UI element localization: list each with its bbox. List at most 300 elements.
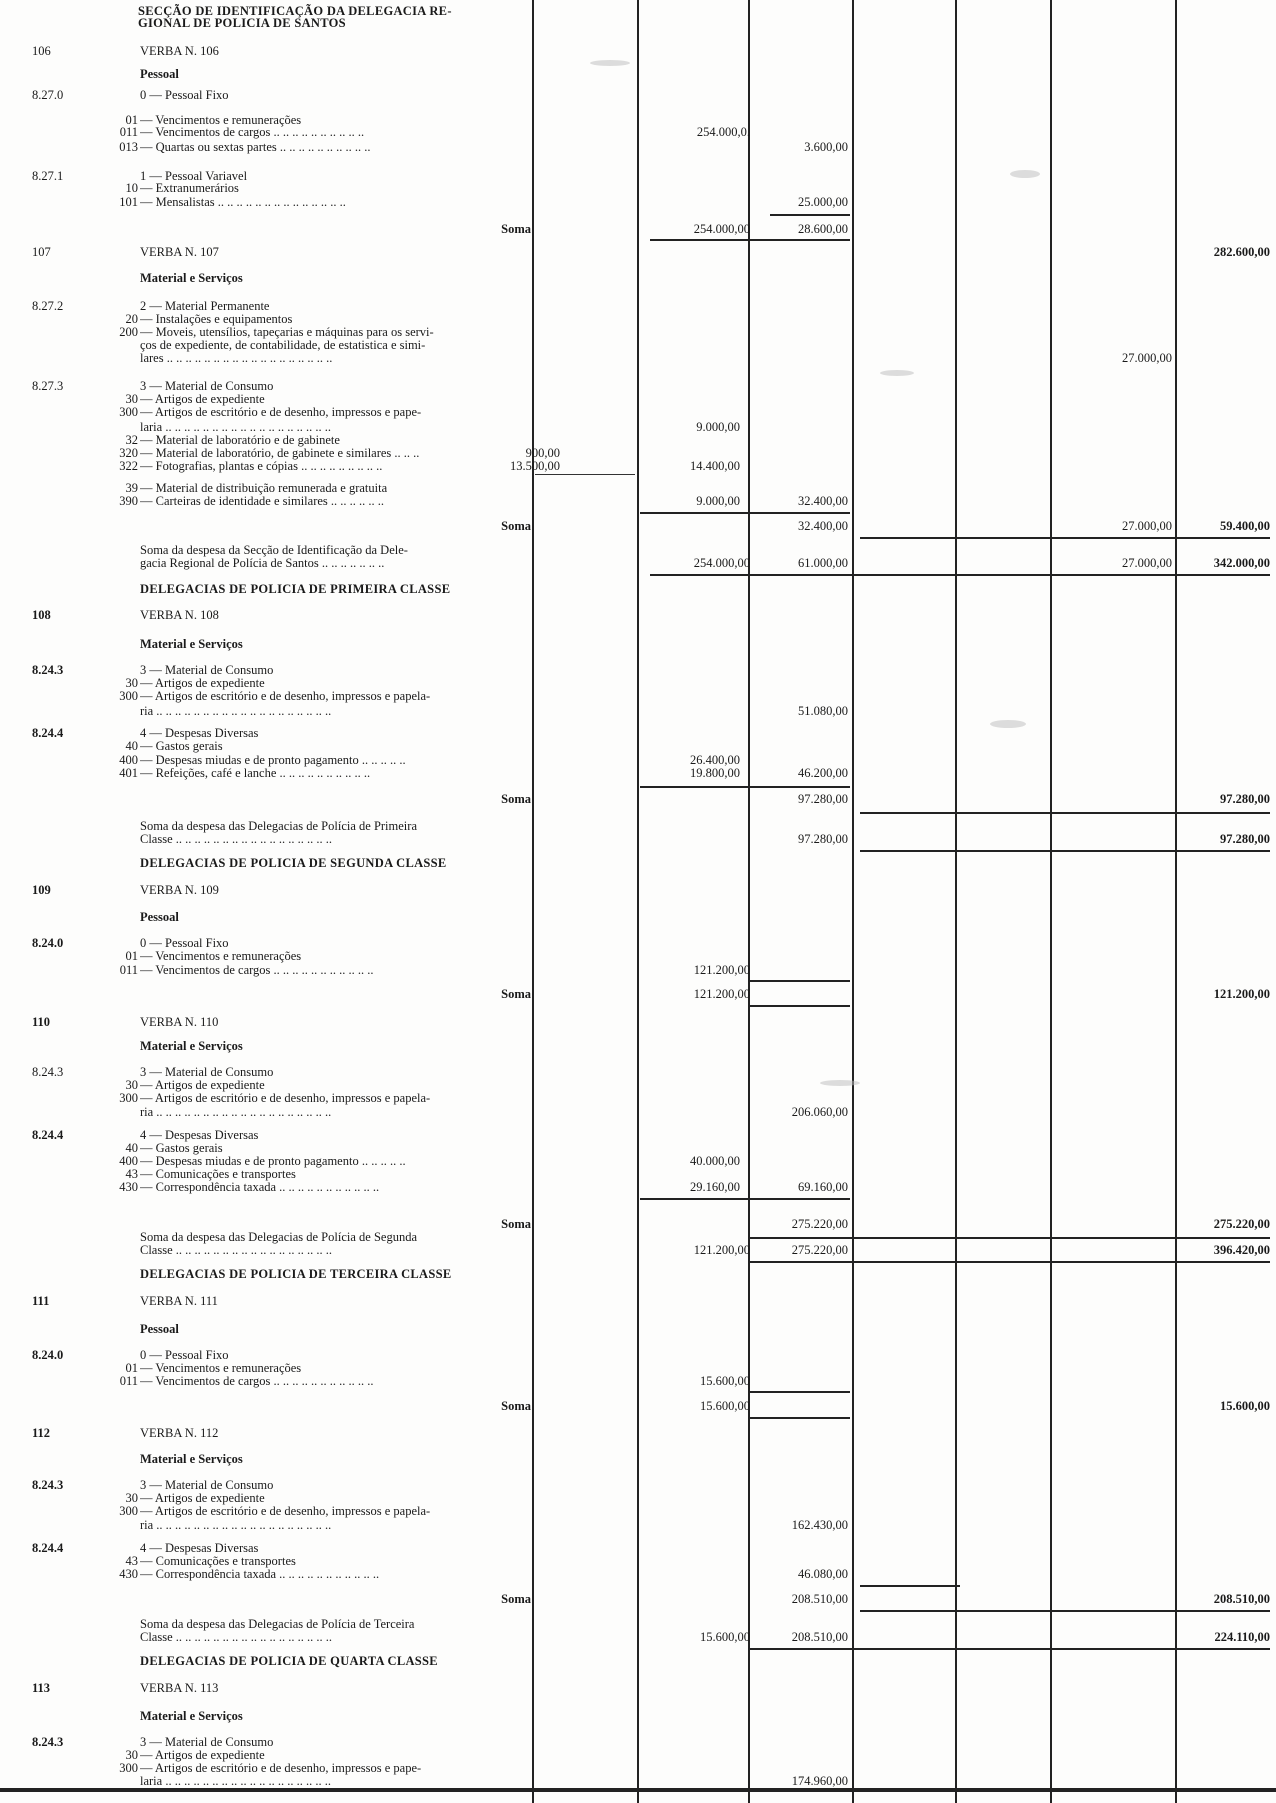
item-row [0,326,1276,339]
soma-row [0,1218,1276,1231]
soma-label: Soma [501,222,531,236]
item-desc: — Extranumerários [140,182,239,195]
column-rule [1050,0,1052,1803]
soma-row [0,1593,1276,1606]
verba-row [0,609,1276,622]
value-cell: 275.220,00 [791,1243,848,1257]
verba-number: 109 [32,883,51,897]
item-desc: 3 — Material de Consumo [140,380,274,393]
item-desc: — Vencimentos de cargos .. .. .. .. .. .. .. .. .. .. .. [140,964,374,977]
item-subcode: 39 [125,481,138,495]
item-code: 8.24.0 [32,1348,64,1362]
verba-row [0,246,1276,259]
item-row [0,950,1276,963]
item-desc: ria .. .. .. .. .. .. .. .. .. .. .. .. .. .. .. .. .. .. .. [140,1519,332,1532]
item-row [0,1079,1276,1092]
item-row [0,406,1276,419]
item-desc: 3 — Material de Consumo [140,1066,274,1079]
soma-label: Soma [501,792,531,806]
item-desc: ria .. .. .. .. .. .. .. .. .. .. .. .. .. .. .. .. .. .. .. [140,1106,332,1119]
item-row [0,1749,1276,1762]
item-row [0,1542,1276,1555]
value-cell: 26.400,00 [690,753,740,767]
item-subcode: 01 [125,1361,138,1375]
scan-noise [880,370,914,376]
column-rule [1175,0,1177,1803]
item-desc: — Artigos de expediente [140,1079,265,1092]
item-subcode: 32 [125,433,138,447]
value-cell: 121.200,00 [1213,987,1270,1001]
item-desc: — Fotografias, plantas e cópias .. .. .. .. .. .. .. .. .. [140,460,383,473]
scan-noise [1010,170,1040,178]
item-subcode: 30 [125,1078,138,1092]
class-heading [0,1655,1276,1668]
value-cell: 69.160,00 [798,1180,848,1194]
item-subcode: 390 [119,494,138,508]
class-title: DELEGACIAS DE POLICIA DE SEGUNDA CLASSE [140,856,447,870]
item-subcode: 011 [119,1374,138,1388]
value-cell: 121.200,00 [693,987,750,1001]
item-desc: — Comunicações e transportes [140,1555,296,1568]
summary-desc: Soma da despesa das Delegacias de Polícia de Segunda [140,1231,417,1244]
class-heading [0,583,1276,596]
sum-rule [750,1391,850,1393]
verba-number: 107 [32,245,51,259]
item-row [0,1375,1276,1388]
value-cell: 162.430,00 [791,1518,848,1532]
value-cell: 14.400,00 [690,459,740,473]
class-heading [0,857,1276,870]
verba-number: 106 [32,44,51,58]
verba-row [0,45,1276,58]
item-row [0,1168,1276,1181]
summary-row [0,557,1276,570]
item-subcode: 10 [125,181,138,195]
item-row [0,1349,1276,1362]
group-row [0,1710,1276,1723]
item-desc: — Vencimentos e remunerações [140,114,302,127]
item-row [0,677,1276,690]
section-title-line1: SECÇÃO DE IDENTIFICAÇÃO DA DELEGACIA RE- [138,4,452,18]
item-subcode: 322 [119,459,138,473]
sum-rule [640,786,850,788]
item-code: 8.24.4 [32,726,64,740]
item-subcode: 43 [125,1554,138,1568]
item-row [0,313,1276,326]
value-cell: 59.400,00 [1220,519,1270,533]
value-cell: 208.510,00 [1213,1592,1270,1606]
value-cell: 15.600,00 [700,1374,750,1388]
item-desc: — Artigos de expediente [140,393,265,406]
sum-rule [860,1610,1270,1612]
item-desc: 3 — Material de Consumo [140,1479,274,1492]
verba-number: 113 [32,1681,51,1695]
item-subcode: 300 [119,1504,138,1518]
item-desc: — Material de laboratório, de gabinete e similares .. .. .. [140,447,420,460]
item-desc: — Quartas ou sextas partes .. .. .. .. .. .. .. .. .. .. [140,141,371,154]
summary-desc: Soma da despesa das Delegacias de Polícia de Terceira [140,1618,415,1631]
value-cell: 15.600,00 [700,1399,750,1413]
column-rule [532,0,534,1803]
summary-row [0,1618,1276,1631]
value-cell: 121.200,00 [693,963,750,977]
item-row [0,690,1276,703]
item-row [0,705,1276,718]
item-desc: 0 — Pessoal Fixo [140,89,229,102]
soma-label: Soma [501,519,531,533]
verba-number: 112 [32,1426,51,1440]
value-cell: 25.000,00 [798,195,848,209]
item-subcode: 430 [119,1567,138,1581]
item-subcode: 30 [125,392,138,406]
group-row [0,638,1276,651]
item-row [0,300,1276,313]
value-cell: 3.600,00 [804,140,848,154]
value-cell: 19.800,00 [690,766,740,780]
group-row [0,911,1276,924]
item-row [0,495,1276,508]
value-cell: 46.080,00 [798,1567,848,1581]
item-row [0,196,1276,209]
item-subcode: 300 [119,689,138,703]
item-desc: — Material de distribuição remunerada e gratuita [140,482,388,495]
soma-row [0,1400,1276,1413]
item-row [0,182,1276,195]
scan-noise [590,60,630,66]
item-subcode: 01 [125,113,138,127]
value-cell: 27.000,00 [1122,351,1172,365]
item-desc: ços de expediente, de contabilidade, de estatistica e simi- [140,339,426,352]
value-cell: 254.000,00 [693,222,750,236]
bottom-rule [0,1788,1276,1792]
item-subcode: 300 [119,405,138,419]
verba-label: VERBA N. 112 [140,1427,219,1440]
value-cell: 206.060,00 [791,1105,848,1119]
value-cell: 254.000,0. [696,125,750,139]
value-cell: 9.000,00 [696,420,740,434]
sum-rule [860,812,1270,814]
item-code: 8.27.1 [32,169,64,183]
item-desc: 4 — Despesas Diversas [140,1542,259,1555]
class-title: DELEGACIAS DE POLICIA DE TERCEIRA CLASSE [140,1267,452,1281]
value-cell: 51.080,00 [798,704,848,718]
item-desc: — Material de laboratório e de gabinete [140,434,340,447]
group-label: Material e Serviços [140,1709,243,1723]
verba-label: VERBA N. 107 [140,246,219,259]
class-title: DELEGACIAS DE POLICIA DE QUARTA CLASSE [140,1654,438,1668]
item-row [0,421,1276,434]
item-desc: — Artigos de expediente [140,1749,265,1762]
class-title: DELEGACIAS DE POLICIA DE PRIMEIRA CLASSE [140,582,451,596]
item-row [0,352,1276,365]
item-desc: — Artigos de escritório e de desenho, impressos e papela- [140,1092,431,1105]
item-row [0,664,1276,677]
item-row [0,1362,1276,1375]
item-row [0,740,1276,753]
sum-rule [750,1237,1270,1239]
soma-row [0,223,1276,236]
value-cell: 208.510,00 [791,1630,848,1644]
item-subcode: 43 [125,1167,138,1181]
item-code: 8.27.3 [32,379,64,393]
sum-rule [770,214,850,216]
item-desc: laria .. .. .. .. .. .. .. .. .. .. .. .. .. .. .. .. .. .. [140,1775,331,1788]
item-subcode: 300 [119,1091,138,1105]
item-code: 8.27.0 [32,88,64,102]
verba-number: 111 [32,1294,50,1308]
item-subcode: 40 [125,1141,138,1155]
item-desc: — Refeições, café e lanche .. .. .. .. .. .. .. .. .. .. [140,767,371,780]
item-subcode: 300 [119,1761,138,1775]
item-row [0,1142,1276,1155]
item-row [0,754,1276,767]
soma-label: Soma [501,1217,531,1231]
item-row [0,1479,1276,1492]
item-desc: — Comunicações e transportes [140,1168,296,1181]
summary-desc: Classe .. .. .. .. .. .. .. .. .. .. .. .. .. .. .. .. .. [140,833,333,846]
item-row [0,1092,1276,1105]
summary-desc: Soma da despesa das Delegacias de Polícia de Primeira [140,820,417,833]
sum-rule [750,1648,1270,1650]
sum-rule [650,239,850,241]
verba-row [0,1682,1276,1695]
item-row [0,126,1276,139]
section-title-line2: GIONAL DE POLICIA DE SANTOS [138,16,346,30]
item-desc: — Artigos de escritório e de desenho, impressos e pape- [140,1762,422,1775]
item-desc: 0 — Pessoal Fixo [140,1349,229,1362]
value-cell: 121.200,00 [693,1243,750,1257]
scan-noise [820,1080,860,1086]
verba-number: 110 [32,1015,51,1029]
soma-row [0,988,1276,1001]
item-subcode: 430 [119,1180,138,1194]
soma-row [0,793,1276,806]
summary-desc: Classe .. .. .. .. .. .. .. .. .. .. .. .. .. .. .. .. .. [140,1244,333,1257]
item-row [0,937,1276,950]
item-desc: 2 — Material Permanente [140,300,270,313]
item-subcode: 30 [125,1491,138,1505]
item-desc: laria .. .. .. .. .. .. .. .. .. .. .. .. .. .. .. .. .. .. [140,421,331,434]
item-row [0,1519,1276,1532]
group-row [0,1323,1276,1336]
verba-row [0,1295,1276,1308]
verba-row [0,884,1276,897]
soma-label: Soma [501,1592,531,1606]
soma-label: Soma [501,1399,531,1413]
item-row [0,1155,1276,1168]
item-desc: — Artigos de expediente [140,1492,265,1505]
item-desc: 4 — Despesas Diversas [140,1129,259,1142]
group-label: Material e Serviços [140,1039,243,1053]
sum-rule [650,574,1270,576]
item-desc: 3 — Material de Consumo [140,1736,274,1749]
summary-row [0,544,1276,557]
item-row [0,460,1276,473]
sum-rule [750,1417,850,1419]
column-rule [748,0,750,1803]
value-cell: 97.280,00 [1220,832,1270,846]
value-cell: 224.110,00 [1214,1630,1270,1644]
verba-row [0,1427,1276,1440]
item-subcode: 30 [125,1748,138,1762]
column-rule [955,0,957,1803]
item-desc: — Gastos gerais [140,740,223,753]
group-row [0,1040,1276,1053]
value-cell: 282.600,00 [1213,245,1270,259]
item-subcode: 400 [119,753,138,767]
sum-rule [750,980,850,982]
item-row [0,482,1276,495]
item-desc: — Moveis, utensílios, tapeçarias e máquinas para os servi- [140,326,434,339]
column-rule [852,0,854,1803]
value-cell: 97.280,00 [798,832,848,846]
value-cell: 342.000,00 [1213,556,1270,570]
value-cell: 40.000,00 [690,1154,740,1168]
item-desc: — Vencimentos e remunerações [140,950,302,963]
item-row [0,1066,1276,1079]
item-row [0,380,1276,393]
item-row [0,1568,1276,1581]
summary-row [0,820,1276,833]
item-subcode: 200 [119,325,138,339]
item-row [0,1181,1276,1194]
group-label: Pessoal [140,1322,179,1336]
verba-label: VERBA N. 108 [140,609,219,622]
value-cell: 275.220,00 [791,1217,848,1231]
summary-row [0,833,1276,846]
item-desc: — Mensalistas .. .. .. .. .. .. .. .. .. .. .. .. .. .. [140,196,346,209]
soma-label: Soma [501,987,531,1001]
item-desc: — Correspondência taxada .. .. .. .. .. .. .. .. .. .. .. [140,1181,380,1194]
value-cell: 32.400,00 [798,519,848,533]
item-row [0,1505,1276,1518]
item-row [0,1762,1276,1775]
item-subcode: 30 [125,676,138,690]
group-row [0,68,1276,81]
item-row [0,1555,1276,1568]
item-desc: 0 — Pessoal Fixo [140,937,229,950]
value-cell: 61.000,00 [798,556,848,570]
sum-rule [640,512,850,514]
item-desc: lares .. .. .. .. .. .. .. .. .. .. .. .. .. .. .. .. .. .. [140,352,333,365]
item-row [0,393,1276,406]
summary-row [0,1244,1276,1257]
item-desc: — Vencimentos e remunerações [140,1362,302,1375]
item-code: 8.24.3 [32,1478,64,1492]
item-row [0,1492,1276,1505]
item-subcode: 011 [119,963,138,977]
verba-label: VERBA N. 106 [140,45,219,58]
item-row [0,767,1276,780]
value-cell: 27.000,00 [1122,556,1172,570]
item-desc: — Artigos de escritório e de desenho, impressos e papela- [140,1505,431,1518]
verba-number: 108 [32,608,51,622]
item-desc: 1 — Pessoal Variavel [140,170,248,183]
value-cell: 208.510,00 [791,1592,848,1606]
item-desc: — Vencimentos de cargos .. .. .. .. .. .. .. .. .. .. .. [140,1375,374,1388]
item-code: 8.24.4 [32,1541,64,1555]
group-label: Material e Serviços [140,271,243,285]
sum-rule [860,537,1270,539]
soma-row [0,520,1276,533]
value-cell: 254.000,00 [693,556,750,570]
sum-rule [640,1198,850,1200]
value-cell: 275.220,00 [1213,1217,1270,1231]
group-label: Pessoal [140,910,179,924]
item-row [0,1129,1276,1142]
item-subcode: 011 [119,125,138,139]
group-label: Material e Serviços [140,637,243,651]
item-row [0,339,1276,352]
value-cell: 32.400,00 [798,494,848,508]
sum-rule [860,850,1270,852]
scan-noise [990,720,1026,728]
group-row [0,272,1276,285]
value-cell: 15.600,00 [700,1630,750,1644]
item-subcode: 320 [119,446,138,460]
verba-label: VERBA N. 109 [140,884,219,897]
item-row [0,964,1276,977]
item-row [0,1736,1276,1749]
summary-desc: Classe .. .. .. .. .. .. .. .. .. .. .. .. .. .. .. .. .. [140,1631,333,1644]
summary-desc: Soma da despesa da Secção de Identificação da Dele- [140,544,408,557]
value-cell: 28.600,00 [798,222,848,236]
value-cell: 9.000,00 [696,494,740,508]
value-cell: 174.960,00 [791,1774,848,1788]
item-row [0,447,1276,460]
item-subcode: 401 [119,766,138,780]
group-label: Pessoal [140,67,179,81]
value-cell: 13.500,00 [510,459,560,473]
class-heading [0,1268,1276,1281]
item-desc: — Artigos de expediente [140,677,265,690]
item-subcode: 20 [125,312,138,326]
item-row [0,141,1276,154]
value-cell: 29.160,00 [690,1180,740,1194]
item-desc: — Instalações e equipamentos [140,313,293,326]
item-desc: — Vencimentos de cargos .. .. .. .. .. .. .. .. .. .. [140,126,365,139]
item-row [0,727,1276,740]
item-subcode: 013 [119,140,138,154]
value-cell: 27.000,00 [1122,519,1172,533]
verba-label: VERBA N. 111 [140,1295,218,1308]
item-subcode: 101 [119,195,138,209]
verba-label: VERBA N. 113 [140,1682,219,1695]
item-row [0,89,1276,102]
verba-row [0,1016,1276,1029]
sum-rule [860,1585,960,1587]
item-desc: — Artigos de escritório e de desenho, impressos e pape- [140,406,422,419]
item-desc: — Carteiras de identidade e similares .. .. .. .. .. .. [140,495,385,508]
item-code: 8.24.3 [32,1735,64,1749]
group-label: Material e Serviços [140,1452,243,1466]
item-row [0,1775,1276,1788]
item-subcode: 01 [125,949,138,963]
value-cell: 97.280,00 [798,792,848,806]
item-code: 8.27.2 [32,299,64,313]
item-desc: — Gastos gerais [140,1142,223,1155]
item-desc: ria .. .. .. .. .. .. .. .. .. .. .. .. .. .. .. .. .. .. .. [140,705,332,718]
verba-label: VERBA N. 110 [140,1016,219,1029]
item-code: 8.24.3 [32,663,64,677]
value-cell: 15.600,00 [1220,1399,1270,1413]
item-desc: — Despesas miudas e de pronto pagamento .. .. .. .. .. [140,754,406,767]
value-cell: 97.280,00 [1220,792,1270,806]
column-rule [637,0,639,1803]
item-code: 8.24.4 [32,1128,64,1142]
item-desc: 4 — Despesas Diversas [140,727,259,740]
item-desc: 3 — Material de Consumo [140,664,274,677]
